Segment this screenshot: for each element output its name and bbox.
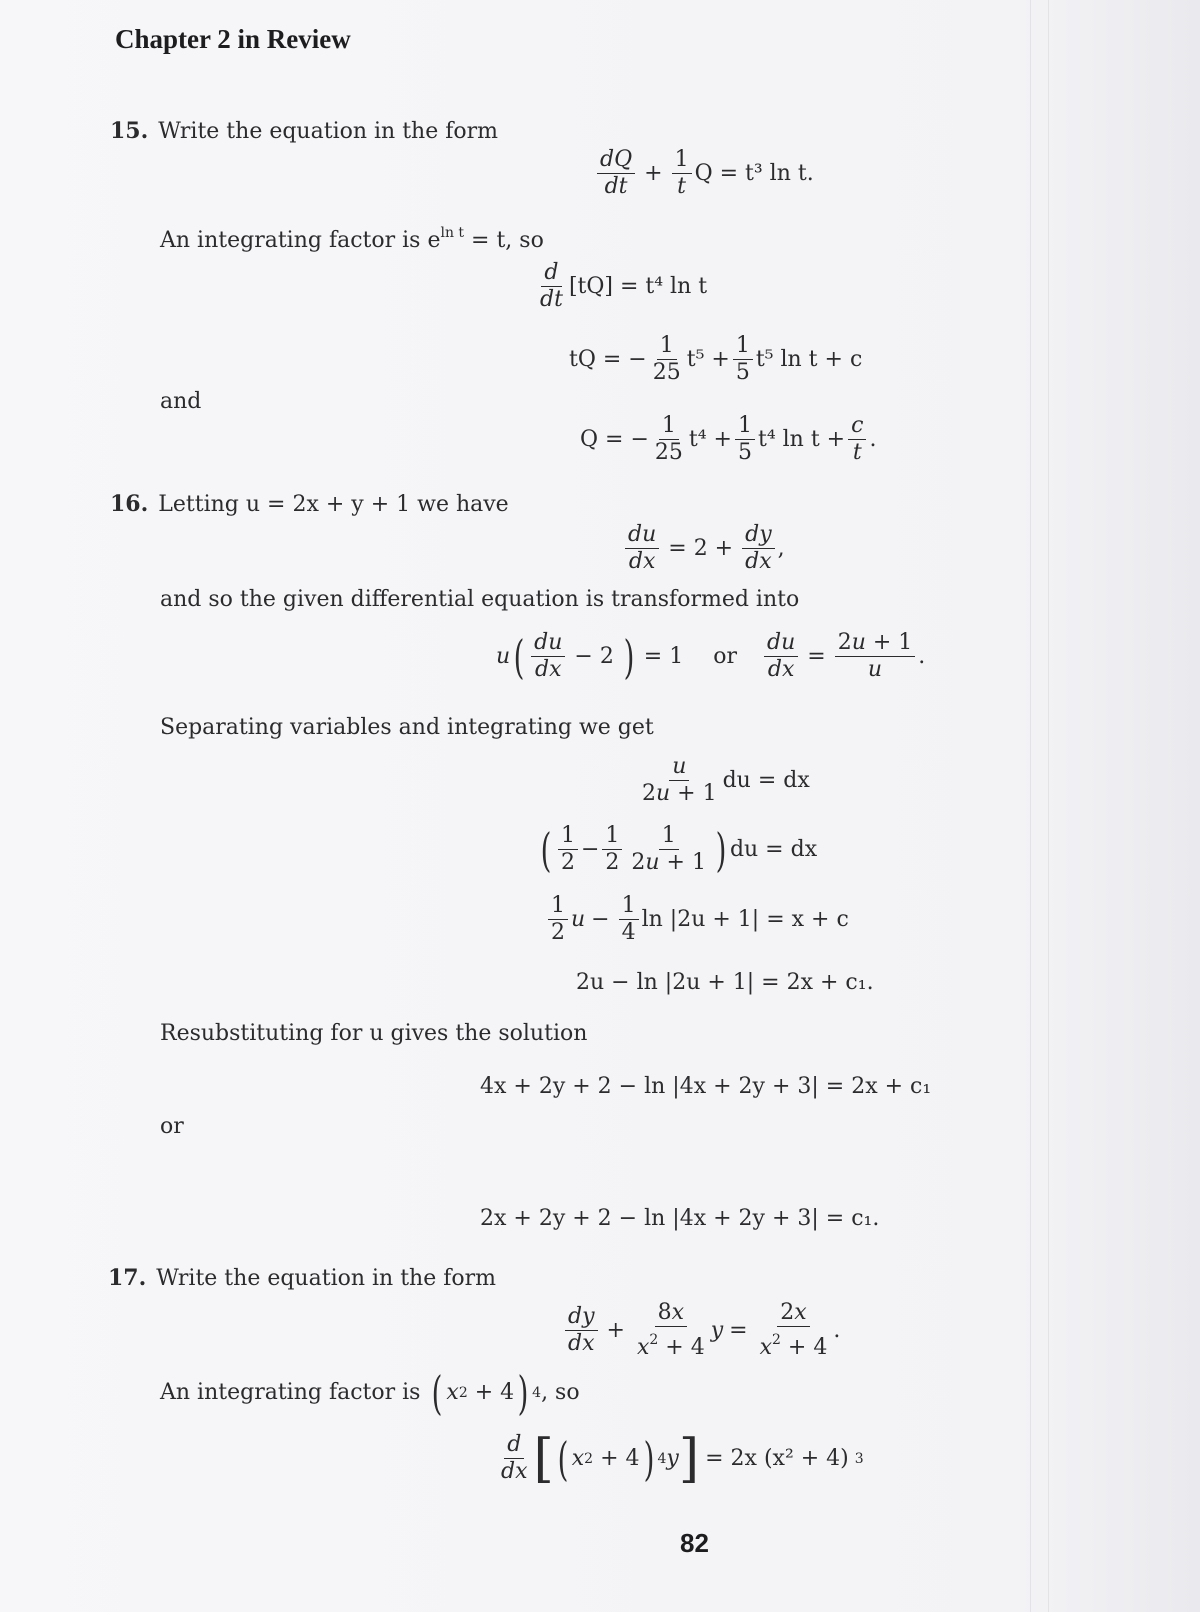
equation-15-4: Q = − $\frac{1}{25}$ t⁴ + $\frac{1}{5}$ t⁴ ln t + $\frac{c}{t}$ .	[580, 413, 877, 465]
and-text: and	[160, 389, 202, 414]
equation-15-3: tQ = − $\frac{1}{25}$ t⁵ + $\frac{1}{5}$ t⁵ ln t + c	[569, 333, 863, 385]
equation-16-2: u ( $\frac{du}{dx}$ − 2 ) = 1 or $\frac{du}{dx}$ = $\frac{2u + 1}{u}$ .	[496, 629, 926, 684]
equation-text: Q = t³ ln t.	[694, 160, 814, 186]
equation-16-1: $\frac{du}{dx}$ = 2 + $\frac{dy}{dx}$ ,	[622, 522, 785, 575]
problem-16-intro	[110, 490, 509, 519]
page-number: 82	[680, 1528, 709, 1558]
intro-text: Letting u = 2x + y + 1 we have	[158, 492, 509, 517]
equation-16-5: $\frac{1}{2}$ u − $\frac{1}{4}$ ln |2u + 1| = x + c	[545, 893, 849, 946]
solution-16-2: 2x + 2y + 2 − ln |4x + 2y + 3| = c₁.	[480, 1206, 880, 1231]
equation-17-1: $\frac{dy}{dx}$ + $\frac{8x}{x^2 + 4}$ y = $\frac{2x}{x^2 + 4}$ .	[562, 1300, 840, 1361]
equation-15-2: $\frac{d}{dt}$ [tQ] = t⁴ ln t	[540, 260, 708, 312]
equation-16-4: ( $\frac{1}{2}$ − $\frac{1}{2}$ $\frac{1}{2u + 1}$ ) du = dx	[540, 822, 818, 877]
resubstitute-text: Resubstituting for u gives the solution	[160, 1021, 588, 1046]
page-edge-line	[1030, 0, 1031, 1612]
solution-16-1: 4x + 2y + 2 − ln |4x + 2y + 3| = 2x + c₁	[480, 1074, 932, 1099]
or-text: or	[160, 1114, 184, 1139]
problem-17-intro	[108, 1264, 496, 1293]
intro-text: Write the equation in the form	[158, 119, 498, 144]
problem-number: 15.	[110, 118, 149, 144]
transform-text: and so the given differential equation is transformed into	[160, 587, 800, 612]
separating-text: Separating variables and integrating we get	[160, 715, 654, 740]
integrating-factor-15: An integrating factor is $e^{ln t} = t$, so	[160, 225, 544, 253]
problem-number: 16.	[110, 491, 149, 517]
equation-16-6: 2u − ln |2u + 1| = 2x + c₁.	[576, 970, 874, 995]
chapter-header: Chapter 2 in Review	[115, 24, 351, 54]
equation-16-3: $\frac{u}{2u + 1}$ du = dx	[642, 754, 810, 806]
equation-text: [tQ] = t⁴ ln t	[568, 273, 708, 299]
page-edge-line	[1048, 0, 1049, 1612]
problem-number: 17.	[108, 1265, 147, 1291]
equation-15-1: $\frac{dQ}{dt}$ + $\frac{1}{t}$ Q = t³ ln t.	[594, 147, 814, 200]
equation-17-2: $\frac{d}{dx}$ [ ( x 2 + 4 ) 4 y ] = 2x (x² + 4) 3	[501, 1428, 864, 1489]
intro-text: Write the equation in the form	[156, 1266, 496, 1291]
integrating-factor-17: An integrating factor is ( x 2 + 4 ) 4 , so	[160, 1366, 580, 1420]
problem-15-intro	[110, 117, 498, 146]
